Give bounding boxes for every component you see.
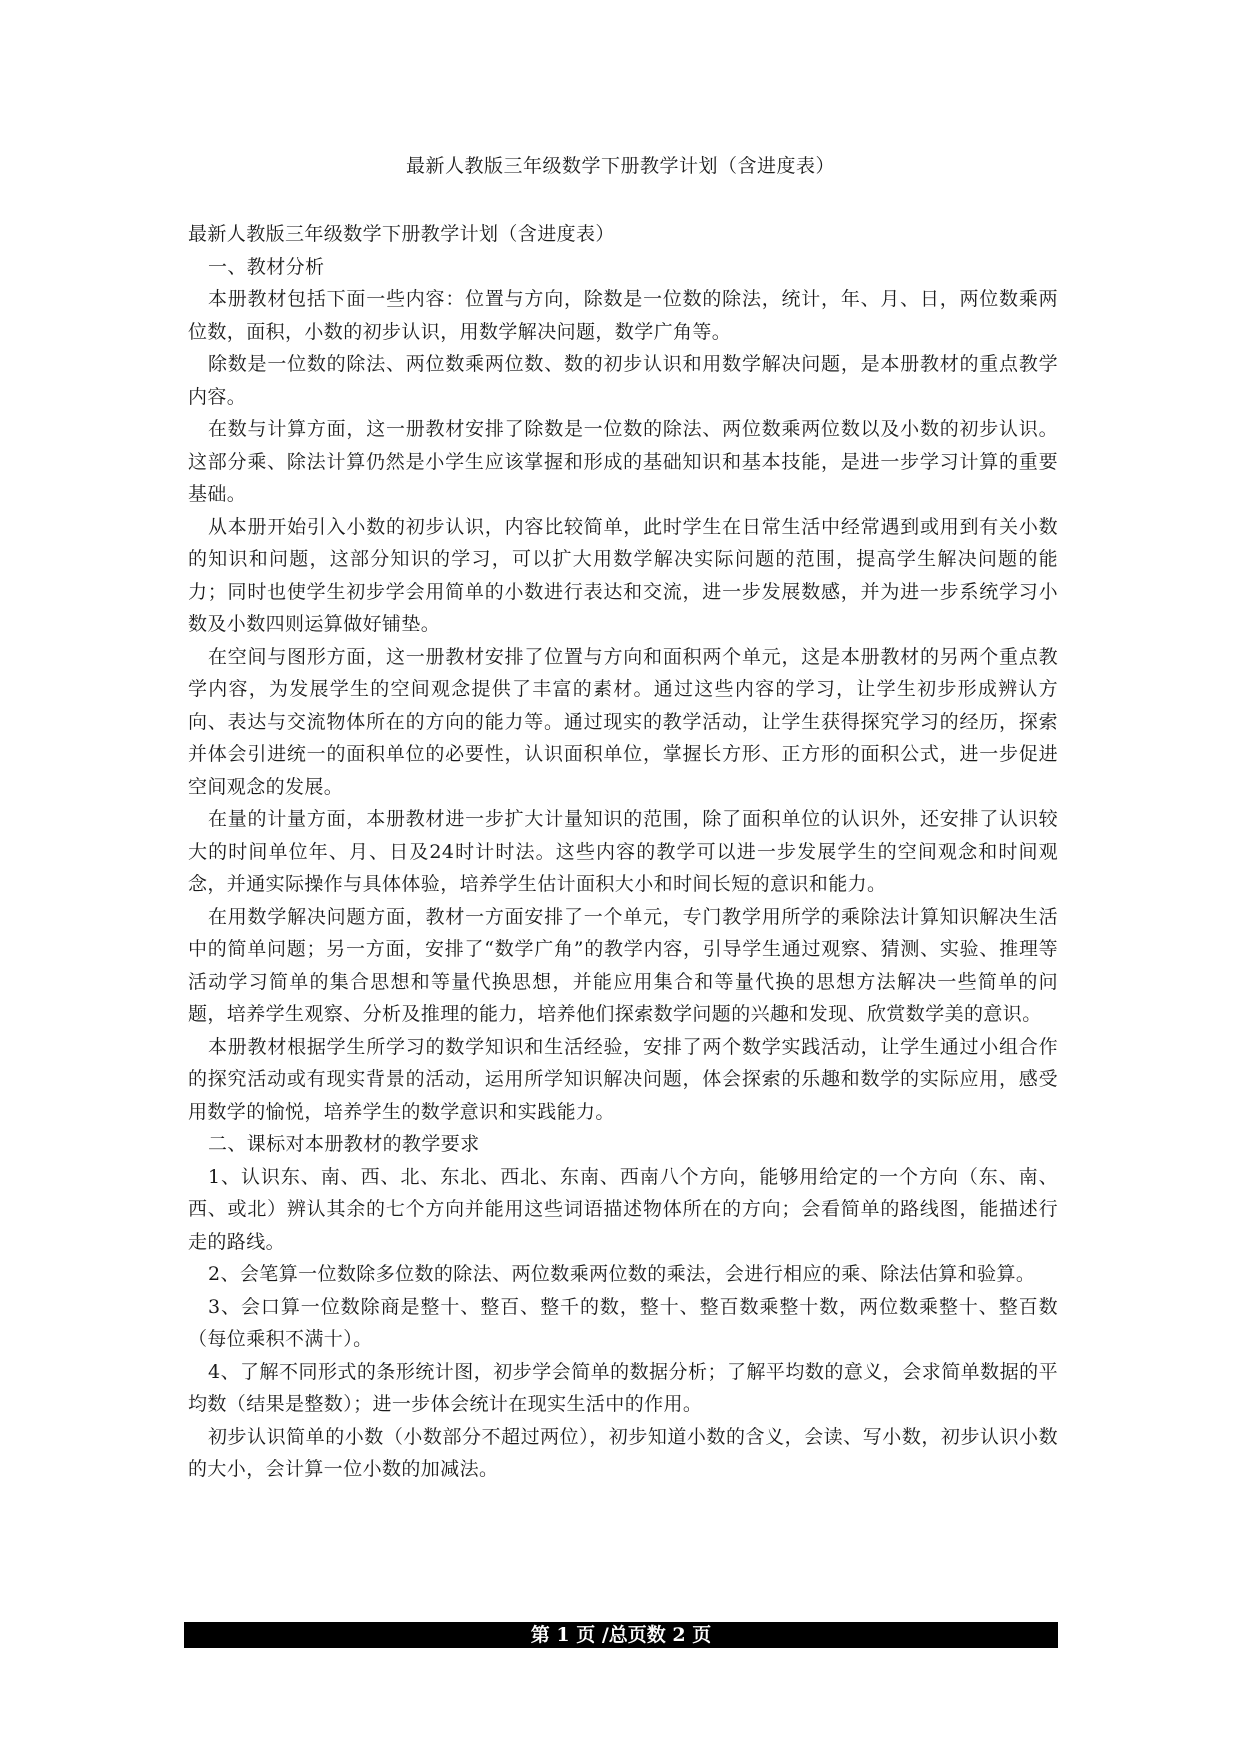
list-item: 1、认识东、南、西、北、东北、西北、东南、西南八个方向，能够用给定的一个方向（东、南、西、或北）辨认其余的七个方向并能用这些词语描述物体所在的方向；会看简单的路线图，能描述行走的路线。 [188, 1165, 1058, 1253]
page-footer [184, 1622, 1058, 1648]
section-heading-2: 二、课标对本册教材的教学要求 [208, 1133, 480, 1155]
paragraph: 除数是一位数的除法、两位数乘两位数、数的初步认识和用数学解决问题，是本册教材的重点教学内容。 [188, 353, 1058, 408]
paragraph: 在数与计算方面，这一册教材安排了除数是一位数的除法、两位数乘两位数以及小数的初步认识。这部分乘、除法计算仍然是小学生应该掌握和形成的基础知识和基本技能，是进一步学习计算的重要基础。 [188, 418, 1058, 505]
list-item: 3、会口算一位数除商是整十、整百、整千的数，整十、整百数乘整十数，两位数乘整十、整百数（每位乘积不满十）。 [188, 1295, 1058, 1350]
subtitle-line: 最新人教版三年级数学下册教学计划（含进度表） [188, 223, 615, 245]
section-heading-1: 一、教材分析 [208, 255, 325, 278]
paragraph: 从本册开始引入小数的初步认识，内容比较简单，此时学生在日常生活中经常遇到或用到有关小数的知识和问题，这部分知识的学习，可以扩大用数学解决实际问题的范围，提高学生解决问题的能力；同时也使学生初步学会用简单的小数进行表达和交流，进一步发展数感，并为进一步系统学习小数及小数四则运算做好铺垫。 [188, 515, 1058, 635]
page-number-label: 第 1 页 /总页数 2 页 [530, 1624, 712, 1646]
list-item: 4、了解不同形式的条形统计图，初步学会简单的数据分析；了解平均数的意义，会求简单数据的平均数（结果是整数）；进一步体会统计在现实生活中的作用。 [188, 1360, 1058, 1415]
document-body [188, 218, 1058, 1486]
paragraph: 在空间与图形方面，这一册教材安排了位置与方向和面积两个单元，这是本册教材的另两个重点教学内容，为发展学生的空间观念提供了丰富的素材。通过这些内容的学习，让学生初步形成辨认方向、表达与交流物体所在的方向的能力等。通过现实的教学活动，让学生获得探究学习的经历，探索并体会引进统一的面积单位的必要性，认识面积单位，掌握长方形、正方形的面积公式，进一步促进空间观念的发展。 [188, 645, 1058, 798]
paragraph: 本册教材根据学生所学习的数学知识和生活经验，安排了两个数学实践活动，让学生通过小组合作的探究活动或有现实背景的活动，运用所学知识解决问题，体会探索的乐趣和数学的实际应用，感受用数学的愉悦，培养学生的数学意识和实践能力。 [188, 1035, 1058, 1123]
paragraph: 在用数学解决问题方面，教材一方面安排了一个单元，专门教学用所学的乘除法计算知识解决生活中的简单问题；另一方面，安排了“数学广角”的教学内容，引导学生通过观察、猜测、实验、推理等活动学习简单的集合思想和等量代换思想，并能应用集合和等量代换的思想方法解决一些简单的问题，培养学生观察、分析及推理的能力，培养他们探索数学问题的兴趣和发现、欣赏数学美的意识。 [188, 905, 1058, 1025]
list-item: 2、会笔算一位数除多位数的除法、两位数乘两位数的乘法，会进行相应的乘、除法估算和验算。 [208, 1263, 1036, 1285]
document-title: 最新人教版三年级数学下册教学计划（含进度表） [405, 155, 835, 177]
paragraph: 在量的计量方面，本册教材进一步扩大计量知识的范围，除了面积单位的认识外，还安排了认识较大的时间单位年、月、日及24时计时法。这些内容的教学可以进一步发展学生的空间观念和时间观念，并通实际操作与具体体验，培养学生估计面积大小和时间长短的意识和能力。 [188, 808, 1058, 895]
paragraph: 初步认识简单的小数（小数部分不超过两位），初步知道小数的含义，会读、写小数，初步认识小数的大小，会计算一位小数的加减法。 [188, 1425, 1058, 1480]
paragraph: 本册教材包括下面一些内容：位置与方向，除数是一位数的除法，统计，年、月、日，两位数乘两位数，面积，小数的初步认识，用数学解决问题，数学广角等。 [188, 288, 1058, 343]
